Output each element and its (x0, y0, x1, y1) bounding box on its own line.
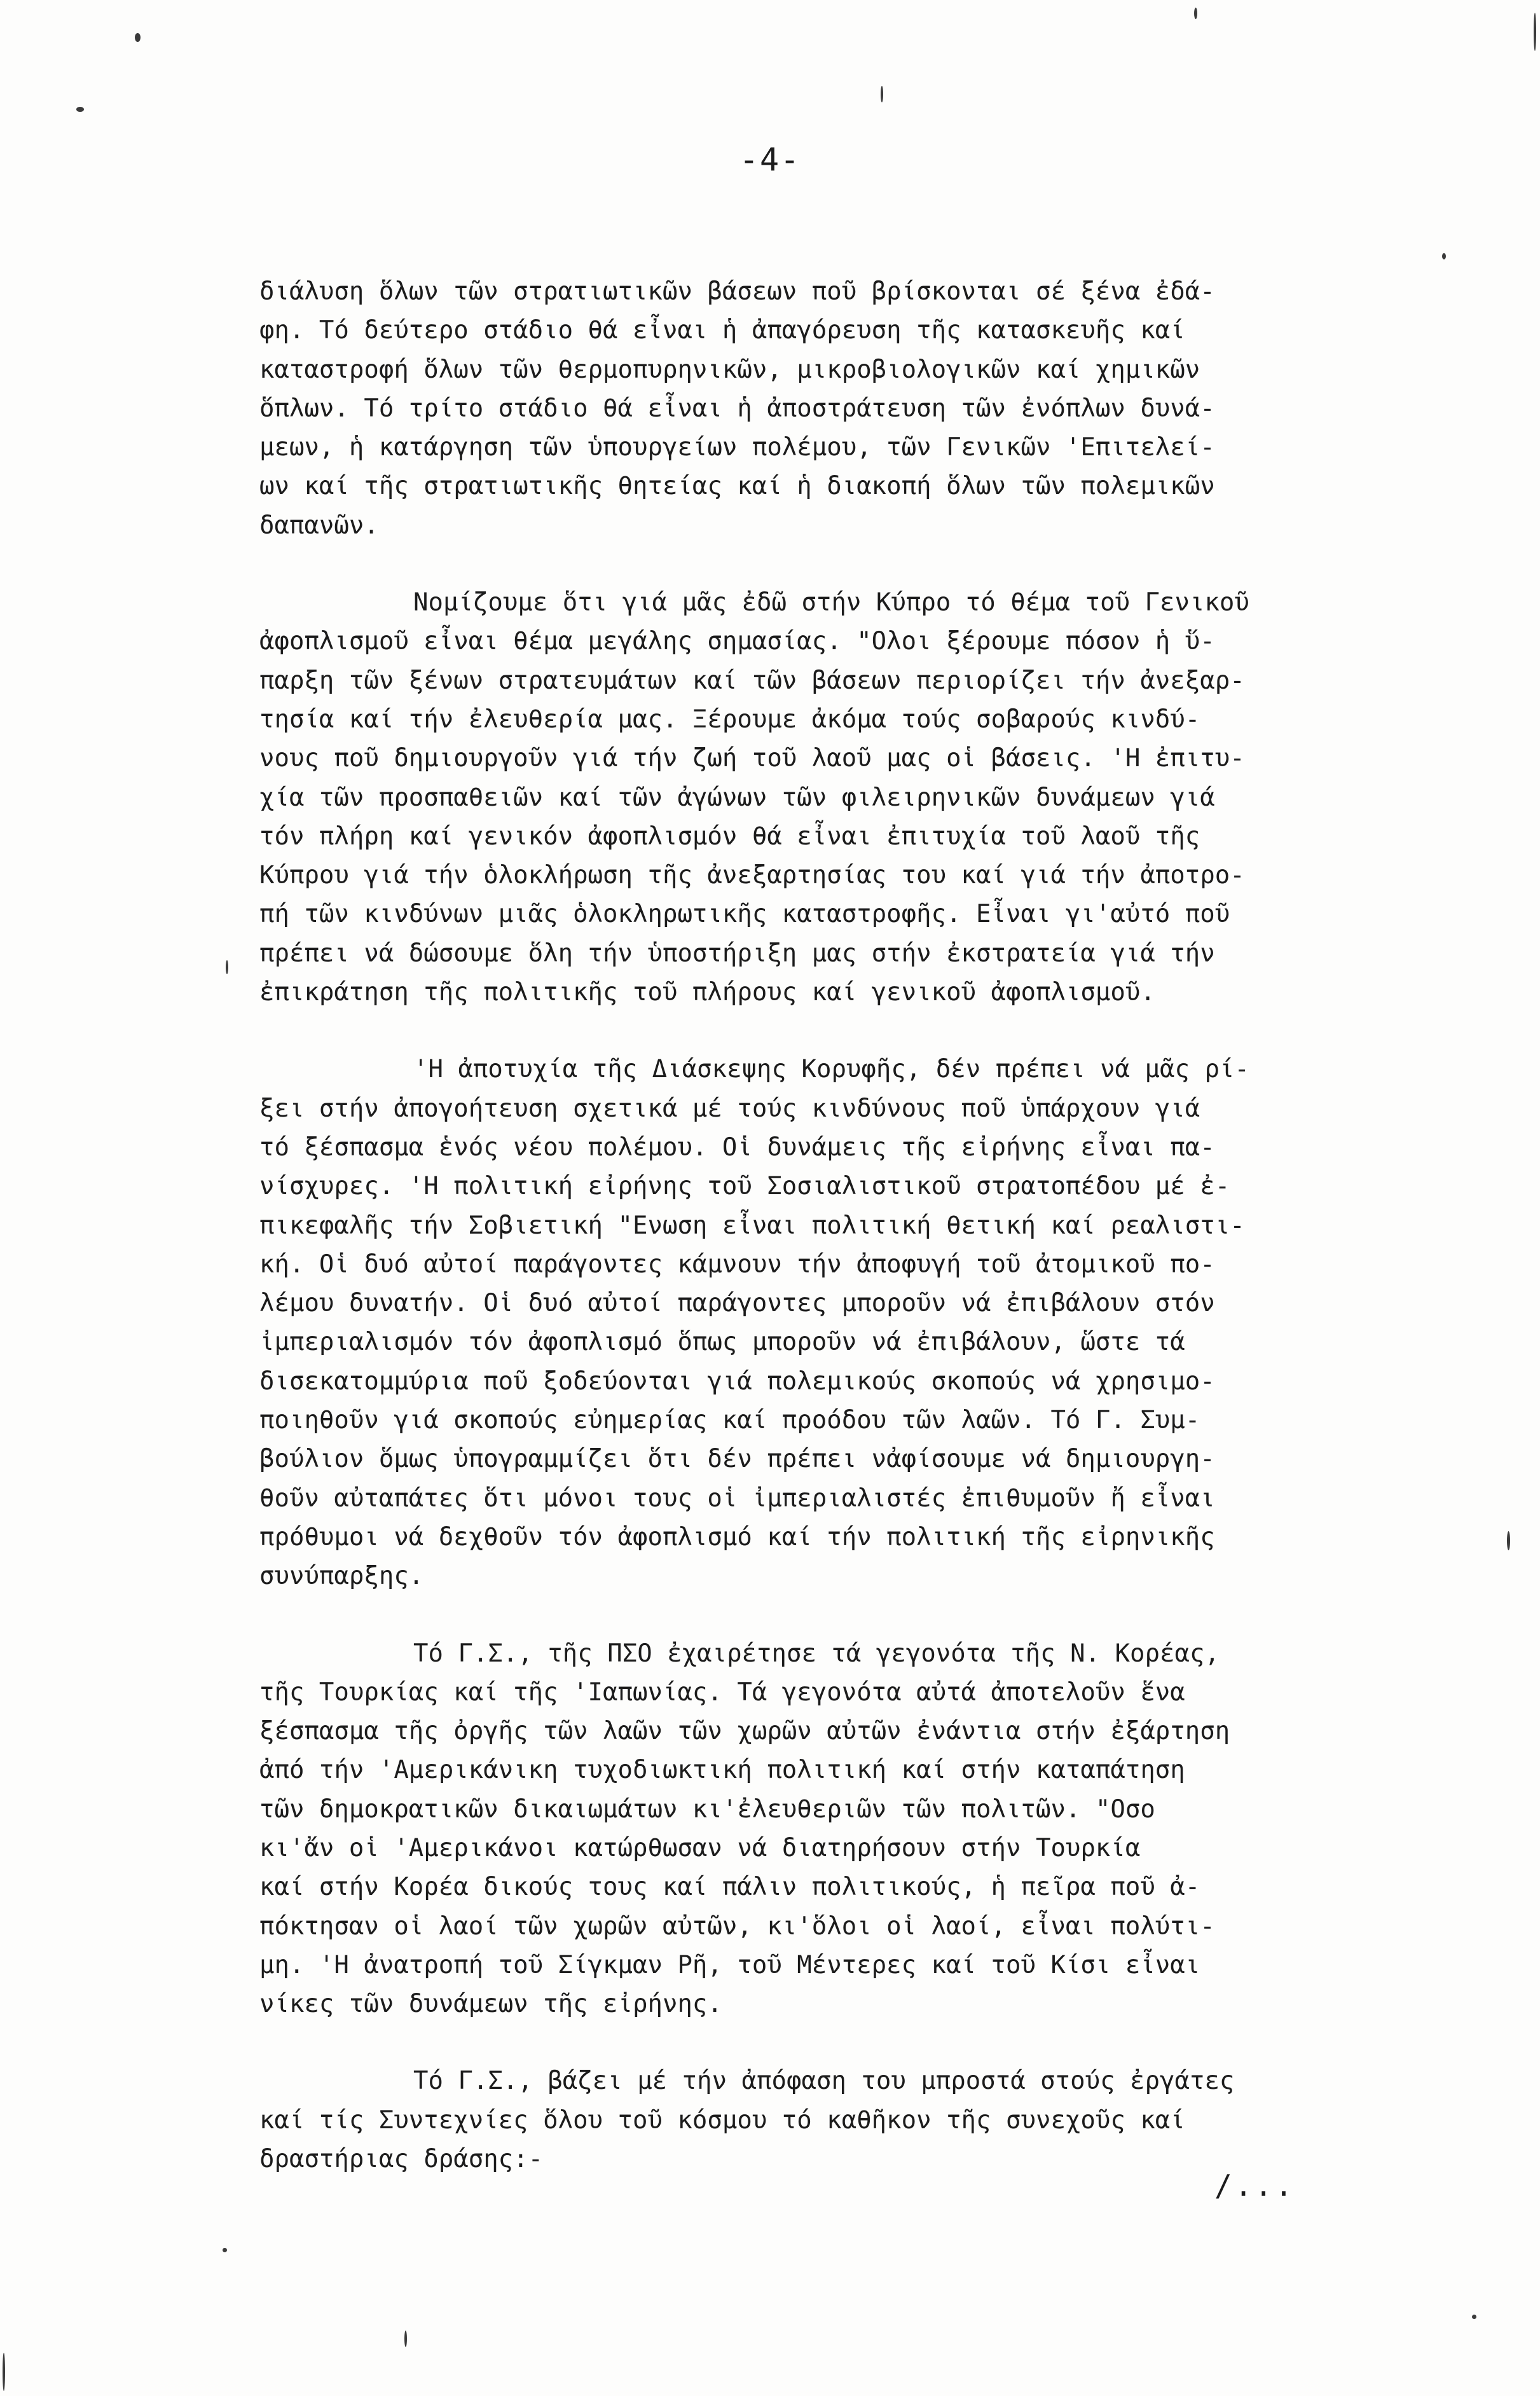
text-line: καταστροφή ὅλων τῶν θερμοπυρηνικῶν, μικροβιολογικῶν καί χημικῶν (259, 355, 1200, 384)
text-line: νίσχυρες. 'Η πολιτική εἰρήνης τοῦ Σοσιαλιστικοῦ στρατοπέδου μέ ἐ- (259, 1172, 1230, 1201)
paragraph (259, 1050, 1366, 1595)
scan-speck (1534, 13, 1536, 51)
text-line: παρξη τῶν ξένων στρατευμάτων καί τῶν βάσεων περιορίζει τήν ἀνεξαρ- (259, 666, 1245, 695)
text-line: μη. 'Η ἀνατροπή τοῦ Σίγκμαν Ρῆ, τοῦ Μέντερες καί τοῦ Κίσι εἶναι (259, 1950, 1200, 1979)
text-line: ων καί τῆς στρατιωτικῆς θητείας καί ἡ διακοπή ὅλων τῶν πολεμικῶν (259, 472, 1215, 501)
text-line: ξέσπασμα τῆς ὀργῆς τῶν λαῶν τῶν χωρῶν αὐτῶν ἐνάντια στήν ἐξάρτηση (259, 1717, 1230, 1746)
scan-speck (135, 33, 141, 42)
text-line: ἀφοπλισμοῦ εἶναι θέμα μεγάλης σημασίας. "Ολοι ξέρουμε πόσον ἡ ὕ- (259, 627, 1215, 656)
text-line: πόκτησαν οἱ λαοί τῶν χωρῶν αὐτῶν, κι'ὅλοι οἱ λαοί, εἶναι πολύτι- (259, 1911, 1215, 1941)
text-line: 'Η ἀποτυχία τῆς Διάσκεψης Κορυφῆς, δέν πρέπει νά μᾶς ρί- (413, 1055, 1249, 1084)
scan-speck (76, 107, 84, 112)
text-line: τό ξέσπασμα ἑνός νέου πολέμου. Οἱ δυνάμεις τῆς εἰρήνης εἶναι πα- (259, 1133, 1215, 1162)
scan-speck (1472, 2315, 1476, 2319)
scan-speck (3, 2353, 5, 2391)
text-line: βούλιον ὅμως ὑπογραμμίζει ὅτι δέν πρέπει νἀφίσουμε νά δημιουργη- (259, 1445, 1215, 1474)
text-line: διάλυση ὅλων τῶν στρατιωτικῶν βάσεων ποῦ βρίσκονται σέ ξένα ἐδά- (259, 277, 1215, 306)
paragraph (259, 1634, 1366, 2024)
scan-speck (1194, 8, 1197, 19)
continuation-mark: /... (1214, 2168, 1295, 2203)
scan-speck (226, 960, 228, 974)
scan-speck (1507, 1531, 1510, 1550)
text-line: νίκες τῶν δυνάμεων τῆς εἰρήνης. (259, 1990, 722, 2019)
text-line: καί τίς Συντεχνίες ὅλου τοῦ κόσμου τό καθῆκον τῆς συνεχοῦς καί (259, 2105, 1185, 2135)
paragraph (259, 2062, 1366, 2179)
text-line: πρόθυμοι νά δεχθοῦν τόν ἀφοπλισμό καί τήν πολιτική τῆς εἰρηνικῆς (259, 1522, 1215, 1552)
text-line: συνύπαρξης. (259, 1562, 424, 1591)
text-line: ἐπικράτηση τῆς πολιτικῆς τοῦ πλήρους καί γενικοῦ ἀφοπλισμοῦ. (259, 978, 1155, 1007)
text-line: θοῦν αὐταπάτες ὅτι μόνοι τους οἱ ἰμπεριαλιστές ἐπιθυμοῦν ἤ εἶναι (259, 1484, 1215, 1513)
text-line: καί στήν Κορέα δικούς τους καί πάλιν πολιτικούς, ἡ πεῖρα ποῦ ἀ- (259, 1873, 1200, 1902)
scan-speck (1442, 253, 1446, 259)
text-line: πή τῶν κινδύνων μιᾶς ὁλοκληρωτικῆς καταστροφῆς. Εἶναι γι'αὐτό ποῦ (259, 900, 1230, 929)
text-line: νους ποῦ δημιουργοῦν γιά τήν ζωή τοῦ λαοῦ μας οἱ βάσεις. 'Η ἐπιτυ- (259, 744, 1245, 773)
text-line: Νομίζουμε ὅτι γιά μᾶς ἐδῶ στήν Κύπρο τό θέμα τοῦ Γενικοῦ (413, 588, 1249, 617)
text-line: δραστήριας δράσης:- (259, 2145, 544, 2174)
text-line: τῆς Τουρκίας καί τῆς 'Ιαπωνίας. Τά γεγονότα αὐτά ἀποτελοῦν ἕνα (259, 1677, 1185, 1707)
text-line: δισεκατομμύρια ποῦ ξοδεύονται γιά πολεμικούς σκοπούς νά χρησιμο- (259, 1367, 1215, 1396)
text-line: ὅπλων. Τό τρίτο στάδιο θά εἶναι ἡ ἀποστράτευση τῶν ἐνόπλων δυνά- (259, 394, 1215, 423)
text-line: ξει στήν ἀπογοήτευση σχετικά μέ τούς κινδύνους ποῦ ὑπάρχουν γιά (259, 1094, 1200, 1123)
text-line: Τό Γ.Σ., τῆς ΠΣΟ ἐχαιρέτησε τά γεγονότα τῆς Ν. Κορέας, (413, 1639, 1220, 1668)
paragraph (259, 583, 1366, 1012)
scan-speck (223, 2248, 227, 2252)
text-line: τησία καί τήν ἐλευθερία μας. Ξέρουμε ἀκόμα τούς σοβαρούς κινδύ- (259, 705, 1200, 734)
text-line: χία τῶν προσπαθειῶν καί τῶν ἀγώνων τῶν φιλειρηνικῶν δυνάμεων γιά (259, 783, 1215, 812)
text-line: κή. Οἱ δυό αὐτοί παράγοντες κάμνουν τήν ἀποφυγή τοῦ ἀτομικοῦ πο- (259, 1250, 1215, 1279)
text-line: πικεφαλῆς τήν Σοβιετική "Ενωση εἶναι πολιτική θετική καί ρεαλιστι- (259, 1211, 1245, 1240)
text-line: μεων, ἡ κατάργηση τῶν ὑπουργείων πολέμου, τῶν Γενικῶν 'Επιτελεί- (259, 433, 1215, 462)
text-line: δαπανῶν. (259, 511, 379, 540)
text-line: πρέπει νά δώσουμε ὅλη τήν ὑποστήριξη μας στήν ἐκστρατεία γιά τήν (259, 939, 1215, 968)
text-line: κι'ἄν οἱ 'Αμερικάνοι κατώρθωσαν νά διατηρήσουν στήν Τουρκία (259, 1833, 1141, 1862)
paragraph (259, 272, 1366, 545)
page-number: -4- (739, 141, 801, 178)
text-line: Κύπρου γιά τήν ὁλοκλήρωση τῆς ἀνεξαρτησίας του καί γιά τήν ἀποτρο- (259, 861, 1245, 890)
scan-speck (404, 2331, 407, 2347)
text-line: τῶν δημοκρατικῶν δικαιωμάτων κι'ἐλευθεριῶν τῶν πολιτῶν. "Οσο (259, 1794, 1155, 1824)
text-line: ἰμπεριαλισμόν τόν ἀφοπλισμό ὅπως μποροῦν νά ἐπιβάλουν, ὥστε τά (259, 1328, 1185, 1357)
text-line: λέμου δυνατήν. Οἱ δυό αὐτοί παράγοντες μποροῦν νά ἐπιβάλουν στόν (259, 1289, 1215, 1318)
text-line: Τό Γ.Σ., βάζει μέ τήν ἀπόφαση του μπροστά στούς ἐργάτες (413, 2067, 1235, 2096)
text-line: φη. Τό δεύτερο στάδιο θά εἶναι ἡ ἀπαγόρευση τῆς κατασκευῆς καί (259, 316, 1185, 345)
text-line: ἀπό τήν 'Αμερικάνικη τυχοδιωκτική πολιτική καί στήν καταπάτηση (259, 1756, 1185, 1785)
text-line: ποιηθοῦν γιά σκοπούς εὐημερίας καί προόδου τῶν λαῶν. Τό Γ. Συμ- (259, 1406, 1200, 1435)
text-line: τόν πλήρη καί γενικόν ἀφοπλισμόν θά εἶναι ἐπιτυχία τοῦ λαοῦ τῆς (259, 822, 1200, 851)
scan-speck (881, 86, 883, 102)
body-text (259, 272, 1366, 2217)
